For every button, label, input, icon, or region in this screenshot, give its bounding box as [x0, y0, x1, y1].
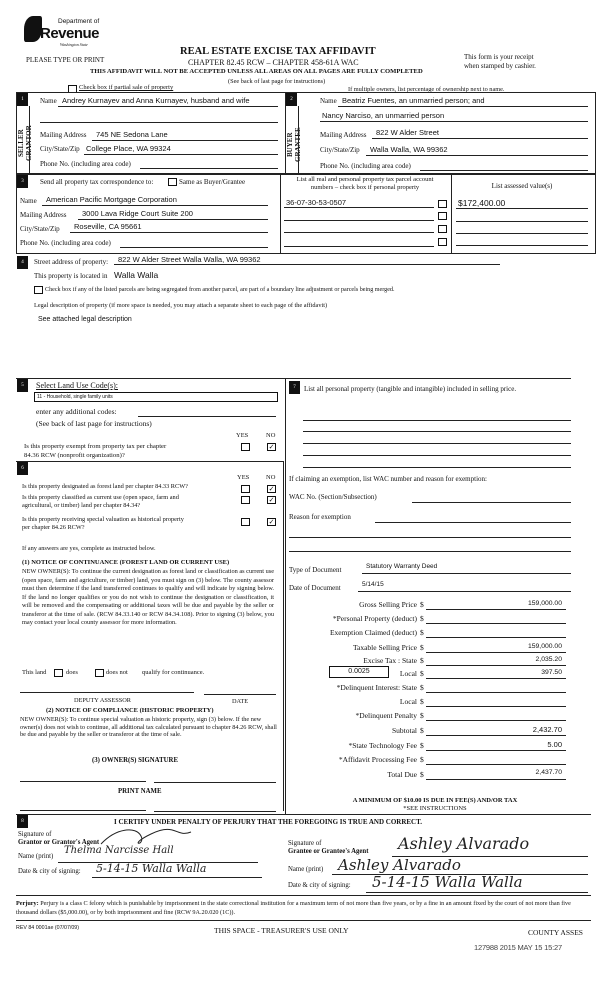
current-use-yes-checkbox[interactable]	[241, 496, 250, 504]
tax-label-subtotal: Subtotal	[391, 726, 417, 735]
logo-line1: Department of	[58, 18, 100, 25]
partial-sale-label: Check box if partial sale of property	[79, 84, 174, 91]
section-8-badge: 8	[17, 815, 28, 828]
reason-field[interactable]	[375, 522, 571, 523]
reason-label: Reason for exemption	[289, 513, 351, 521]
additional-codes-field[interactable]	[138, 416, 276, 417]
tax-label-penalty: *Delinquent Penalty	[355, 711, 417, 720]
seller-name-label: Name	[40, 97, 57, 105]
exempt-yes-checkbox[interactable]	[241, 443, 250, 451]
owner-signature-line-1[interactable]	[20, 781, 146, 782]
exempt-no-checkbox[interactable]: ✓	[268, 443, 275, 451]
personal-property-line-4[interactable]	[303, 455, 571, 456]
rev-number: REV 84 0001ae (07/07/09)	[16, 925, 80, 931]
receipt-stamp: 127988 2015 MAY 15 15:27	[474, 943, 562, 952]
grantee-sig-label-1: Signature of	[288, 840, 322, 847]
parcel-header-1: List all real and personal property tax parcel account	[296, 176, 434, 183]
notice1-body: NEW OWNER(S): To continue the current designation as forest land or classification as current use (open space, farm and agriculture, or timber) land, you must sign on (3) below. The county assessor must then determine if the land transferred continues to qualify and will indicate by signing below. If the land no longer qualifies or you do not wish to continue the designation or classification, it will be removed and the compensating or additional taxes will be due and payable by the seller or transferor at the time of sale. (RCW 84.33.140 or RCW 84.34.108). Prior to signing (3) below, you may contact your local county assessor for more information.	[22, 568, 274, 626]
additional-codes-label: enter any additional codes:	[36, 407, 117, 416]
section-3-badge: 3	[17, 175, 28, 188]
dollar-sign: $	[420, 643, 424, 652]
personal-property-checkbox-0[interactable]	[438, 200, 447, 208]
buyer-side-label	[286, 120, 306, 170]
corr-city-field[interactable]: Roseville, CA 95661	[74, 222, 142, 231]
exempt-question	[24, 442, 166, 460]
grantee-name-label: Name (print)	[288, 866, 324, 873]
seller-city-label: City/State/Zip	[40, 145, 80, 153]
doc-date-label: Date of Document	[289, 584, 341, 592]
tax-label-exemption: Exemption Claimed (deduct)	[329, 628, 417, 637]
dollar-sign: $	[420, 656, 424, 665]
land-use-select[interactable]: 11 - Household, single family units	[34, 392, 278, 402]
dollar-sign: $	[420, 741, 424, 750]
tax-label-personal: *Personal Property (deduct)	[332, 614, 417, 623]
dor-logo	[22, 8, 104, 50]
tax-value-tech-fee[interactable]: 5.00	[547, 740, 562, 749]
buyer-mailing-field[interactable]: 822 W Alder Street	[376, 128, 439, 137]
grantee-date-label: Date & city of signing:	[288, 882, 351, 889]
section-1-badge: 1	[17, 93, 28, 106]
segregated-label: Check box if any of the listed parcels are being segregated from another parcel, are part of a boundary line adjustment or parcels being merged.	[45, 287, 395, 293]
land-use-see-back: (See back of last page for instructions)	[36, 419, 152, 428]
forest-yes-checkbox[interactable]	[241, 485, 250, 493]
deputy-assessor-label: DEPUTY ASSESSOR	[74, 697, 131, 704]
tax-value-delinquent-state[interactable]	[426, 692, 566, 693]
historic-no-checkbox[interactable]: ✓	[268, 518, 275, 526]
seller-mailing-field[interactable]: 745 NE Sedona Lane	[96, 130, 168, 139]
historic-q2: per chapter 84.26 RCW?	[22, 524, 85, 531]
buyer-phone-label: Phone No. (including area code)	[320, 162, 411, 170]
forest-question: Is this property designated as forest land per chapter 84.33 RCW?	[22, 483, 188, 490]
corr-phone-field[interactable]	[120, 247, 268, 248]
print-name-line-1[interactable]	[20, 810, 146, 811]
buyer-name-field[interactable]: Beatriz Fuentes, an unmarried person; and	[342, 96, 485, 105]
doc-type-label: Type of Document	[289, 566, 342, 574]
s6-no-header: NO	[266, 474, 276, 481]
grantee-date-field[interactable]: 5-14-15 Walla Walla	[372, 873, 523, 891]
see-back: (See back of last page for instructions)	[228, 78, 326, 85]
forest-no-checkbox[interactable]: ✓	[268, 485, 275, 493]
personal-property-line-3[interactable]	[303, 443, 571, 444]
corr-phone-label: Phone No. (including area code)	[20, 239, 111, 247]
dollar-sign: $	[420, 726, 424, 735]
tax-value-affidavit-fee[interactable]	[426, 764, 566, 765]
print-name-label: PRINT NAME	[118, 788, 162, 795]
current-use-no-checkbox[interactable]: ✓	[268, 496, 275, 504]
dollar-sign: $	[420, 755, 424, 764]
segregated-checkbox[interactable]	[34, 286, 43, 294]
reason-line-2[interactable]	[289, 537, 571, 538]
wac-label: WAC No. (Section/Subsection)	[289, 493, 377, 501]
tax-label-affidavit-fee: *Affidavit Processing Fee	[338, 755, 417, 764]
form-subtitle: CHAPTER 82.45 RCW – CHAPTER 458-61A WAC	[188, 58, 359, 67]
dollar-sign: $	[420, 600, 424, 609]
exempt-q1: Is this property exempt from property tax per chapter	[24, 443, 167, 450]
certify-statement: I CERTIFY UNDER PENALTY OF PERJURY THAT THE FOREGOING IS TRUE AND CORRECT.	[114, 818, 423, 826]
tax-value-delinquent-local[interactable]	[426, 706, 566, 707]
personal-property-checkbox-3[interactable]	[438, 238, 447, 246]
date-label: DATE	[232, 698, 249, 705]
wac-field[interactable]	[412, 502, 571, 503]
located-field[interactable]: Walla Walla	[114, 270, 159, 280]
dollar-sign: $	[420, 614, 424, 623]
dollar-sign: $	[420, 683, 424, 692]
seller-city-field[interactable]: College Place, WA 99324	[86, 144, 171, 153]
grantor-date-field[interactable]: 5-14-15 Walla Walla	[96, 862, 207, 875]
logo-line2: Revenue	[40, 25, 100, 42]
tax-value-local[interactable]: 397.50	[541, 669, 562, 676]
grantee-sig-label	[288, 840, 368, 856]
personal-property-checkbox-1[interactable]	[438, 212, 447, 220]
section-4-badge: 4	[17, 256, 28, 269]
this-land-label: This land	[22, 669, 47, 676]
grantee-label: GRANTEE	[294, 127, 302, 163]
tax-label-tech-fee: *State Technology Fee	[348, 741, 417, 750]
perjury-note	[16, 900, 594, 917]
personal-property-line-2[interactable]	[303, 431, 571, 432]
corr-city-label: City/State/Zip	[20, 225, 60, 233]
notice1-title: (1) NOTICE OF CONTINUANCE (FOREST LAND OR CURRENT USE)	[22, 559, 230, 566]
grantor-name-field[interactable]: Thelma Narcisse Hall	[64, 845, 174, 856]
parcel-number-2[interactable]	[284, 232, 434, 233]
exempt-yes-header: YES	[236, 432, 249, 439]
personal-property-checkbox-2[interactable]	[438, 225, 447, 233]
tax-label-delinquent-local: Local	[399, 697, 417, 706]
tax-label-delinquent-state: *Delinquent Interest: State	[336, 683, 417, 692]
grantee-sig-label-2: Grantee or Grantee's Agent	[288, 848, 369, 855]
multiple-owners-note: If multiple owners, list percentage of ownership next to name.	[348, 86, 505, 93]
exemption-label: If claiming an exemption, list WAC number and reason for exemption:	[289, 475, 487, 483]
qualify-label: qualify for continuance.	[142, 669, 205, 676]
current-use-q1: Is this property classified as current use (open space, farm and	[22, 494, 179, 501]
assessed-value-1[interactable]	[456, 221, 588, 222]
buyer-mailing-label: Mailing Address	[320, 131, 367, 139]
s6-yes-header: YES	[237, 474, 250, 481]
grantor-label: GRANTOR	[25, 125, 33, 161]
seller-name-field[interactable]: Andrey Kurnayev and Anna Kurnayev, husband and wife	[62, 96, 250, 105]
corr-name-field[interactable]: American Pacific Mortgage Corporation	[46, 195, 177, 204]
section-7-badge: 7	[289, 381, 300, 394]
notice2-title: (2) NOTICE OF COMPLIANCE (HISTORIC PROPERTY)	[46, 707, 214, 714]
minimum-note: A MINIMUM OF $10.00 IS DUE IN FEE(S) AND/OR TAX	[352, 797, 518, 804]
print-name-line-2[interactable]	[154, 811, 276, 812]
tax-value-total[interactable]: 2,437.70	[535, 769, 562, 776]
parcel-header	[280, 176, 450, 192]
notice2-body: NEW OWNER(S): To continue special valuation as historic property, sign (3) below. If the new owner(s) does not wish to continue, all additional tax calculated pursuant to chapter 84.26 RCW, shall be due and payable by the seller or transferor at the time of sale.	[20, 716, 277, 739]
buyer-city-label: City/State/Zip	[320, 146, 360, 154]
local-rate-box[interactable]: 0.0025	[329, 666, 389, 678]
owner-signature-line-2[interactable]	[154, 782, 276, 783]
buyer-name-label: Name	[320, 97, 337, 105]
assessed-value-2[interactable]	[456, 233, 588, 234]
grantor-sig-label-2: Grantor or Grantor's Agent	[18, 839, 100, 846]
grantee-signature[interactable]: Ashley Alvarado	[398, 834, 530, 853]
deputy-assessor-line[interactable]	[20, 692, 194, 693]
personal-property-line-5[interactable]	[303, 467, 571, 468]
does-not-checkbox[interactable]	[95, 669, 104, 677]
dollar-sign: $	[420, 711, 424, 720]
doc-date-field[interactable]: 5/14/15	[362, 581, 384, 588]
logo-line3: Washington State	[60, 42, 88, 47]
owner-signature-label: (3) OWNER(S) SIGNATURE	[92, 757, 178, 764]
buyer-label: BUYER	[286, 132, 294, 158]
historic-question	[22, 516, 184, 532]
same-as-buyer-label: Same as Buyer/Grantee	[179, 178, 246, 186]
perjury-label: Perjury:	[16, 900, 39, 907]
current-use-question	[22, 494, 179, 510]
seller-side-label	[17, 118, 37, 168]
assessed-header: List assessed value(s)	[491, 182, 553, 190]
section-5-badge: 5	[17, 379, 28, 392]
correspondence-label: Send all property tax correspondence to:	[40, 178, 154, 186]
tax-label-gross: Gross Selling Price	[359, 600, 417, 609]
land-use-title: Select Land Use Code(s):	[36, 381, 118, 390]
tax-value-excise-state[interactable]: 2,035.20	[535, 656, 562, 663]
corr-mailing-field[interactable]: 3000 Lava Ridge Court Suite 200	[82, 209, 193, 218]
section-2-badge: 2	[286, 93, 297, 106]
historic-yes-checkbox[interactable]	[241, 518, 250, 526]
assessed-value-3[interactable]	[456, 245, 588, 246]
tax-value-gross[interactable]: 159,000.00	[527, 600, 562, 607]
exempt-no-header: NO	[266, 432, 276, 439]
treasurer-label: THIS SPACE - TREASURER'S USE ONLY	[214, 926, 349, 935]
assessed-value-0[interactable]: $172,400.00	[458, 198, 506, 208]
seller-mailing-label: Mailing Address	[40, 131, 87, 139]
reason-line-3[interactable]	[289, 551, 571, 552]
personal-property-label: List all personal property (tangible and intangible) included in selling price.	[304, 385, 517, 393]
street-field[interactable]: 822 W Alder Street Walla Walla, WA 99362	[118, 255, 261, 264]
perjury-text: Perjury is a class C felony which is punishable by imprisonment in the state correctional institution for a maximum term of not more than five years, or by a fine in an amount fixed by the court of not more than five thousand dollars ($5,000.00), or by both imprisonment and fine (RCW 9A.20.020 (1C)).	[16, 900, 571, 916]
receipt-note-1: This form is your receipt	[464, 53, 534, 61]
does-not-label: does not	[106, 669, 128, 676]
doc-type-field[interactable]: Statutory Warranty Deed	[366, 563, 438, 570]
see-instructions: *SEE INSTRUCTIONS	[403, 805, 467, 812]
legal-label: Legal description of property (if more space is needed, you may attach a separate sheet to each page of the affidavit)	[34, 302, 328, 309]
grantee-name-field[interactable]: Ashley Alvarado	[338, 856, 461, 874]
dollar-sign: $	[420, 669, 424, 678]
please-type: PLEASE TYPE OR PRINT	[26, 56, 105, 64]
tax-value-taxable[interactable]: 159,000.00	[527, 643, 562, 650]
buyer-name-line2[interactable]: Nancy Narciso, an unmarried person	[322, 111, 445, 120]
section-6-badge: 6	[17, 462, 28, 475]
tax-label-local: Local	[399, 669, 417, 678]
exempt-q2: 84.36 RCW (nonprofit organization)?	[24, 452, 125, 459]
grantor-sig-label-1: Signature of	[18, 831, 52, 838]
county-label: COUNTY ASSES	[528, 928, 583, 937]
legal-description[interactable]: See attached legal description	[38, 316, 132, 323]
form-warning: THIS AFFIDAVIT WILL NOT BE ACCEPTED UNLESS ALL AREAS ON ALL PAGES ARE FULLY COMPLETED	[90, 68, 423, 75]
seller-label: SELLER	[17, 129, 25, 157]
form-title: REAL ESTATE EXCISE TAX AFFIDAVIT	[180, 46, 376, 57]
parcel-number-0[interactable]: 36-07-30-53-0507	[286, 198, 347, 207]
current-use-q2: agricultural, or timber) land per chapter 84.34?	[22, 502, 141, 509]
personal-property-line-1[interactable]	[303, 420, 571, 421]
parcel-number-3[interactable]	[284, 246, 434, 247]
dollar-sign: $	[420, 770, 424, 779]
historic-q1: Is this property receiving special valuation as historical property	[22, 516, 184, 523]
seller-name-line2[interactable]	[40, 122, 278, 123]
dollar-sign: $	[420, 628, 424, 637]
buyer-phone-field[interactable]	[420, 170, 588, 171]
tax-value-penalty[interactable]	[426, 720, 566, 721]
does-label: does	[66, 669, 78, 676]
buyer-city-field[interactable]: Walla Walla, WA 99362	[370, 145, 448, 154]
tax-value-personal[interactable]	[426, 623, 566, 624]
assessor-date-line[interactable]	[204, 694, 276, 695]
does-checkbox[interactable]	[54, 669, 63, 677]
tax-label-taxable: Taxable Selling Price	[352, 643, 417, 652]
tax-value-subtotal[interactable]: 2,432.70	[532, 725, 562, 734]
located-label: This property is located in	[34, 272, 108, 280]
parcel-header-2: numbers – check box if personal property	[310, 184, 420, 191]
same-as-buyer-checkbox[interactable]	[168, 178, 177, 186]
grantor-date-label: Date & city of signing:	[18, 868, 81, 875]
seller-phone-label: Phone No. (including area code)	[40, 160, 131, 168]
tax-label-total: Total Due	[387, 770, 417, 779]
dollar-sign: $	[420, 697, 424, 706]
street-label: Street address of property:	[34, 258, 109, 266]
tax-value-exemption[interactable]	[426, 637, 566, 638]
tax-label-excise-state: Excise Tax : State	[363, 656, 417, 665]
corr-mailing-label: Mailing Address	[20, 211, 67, 219]
corr-name-label: Name	[20, 197, 37, 205]
grantor-name-label: Name (print)	[18, 853, 54, 860]
seller-phone-field[interactable]	[140, 168, 278, 169]
receipt-note-2: when stamped by cashier.	[464, 62, 536, 70]
if-yes-note: If any answers are yes, complete as instructed below.	[22, 545, 156, 552]
